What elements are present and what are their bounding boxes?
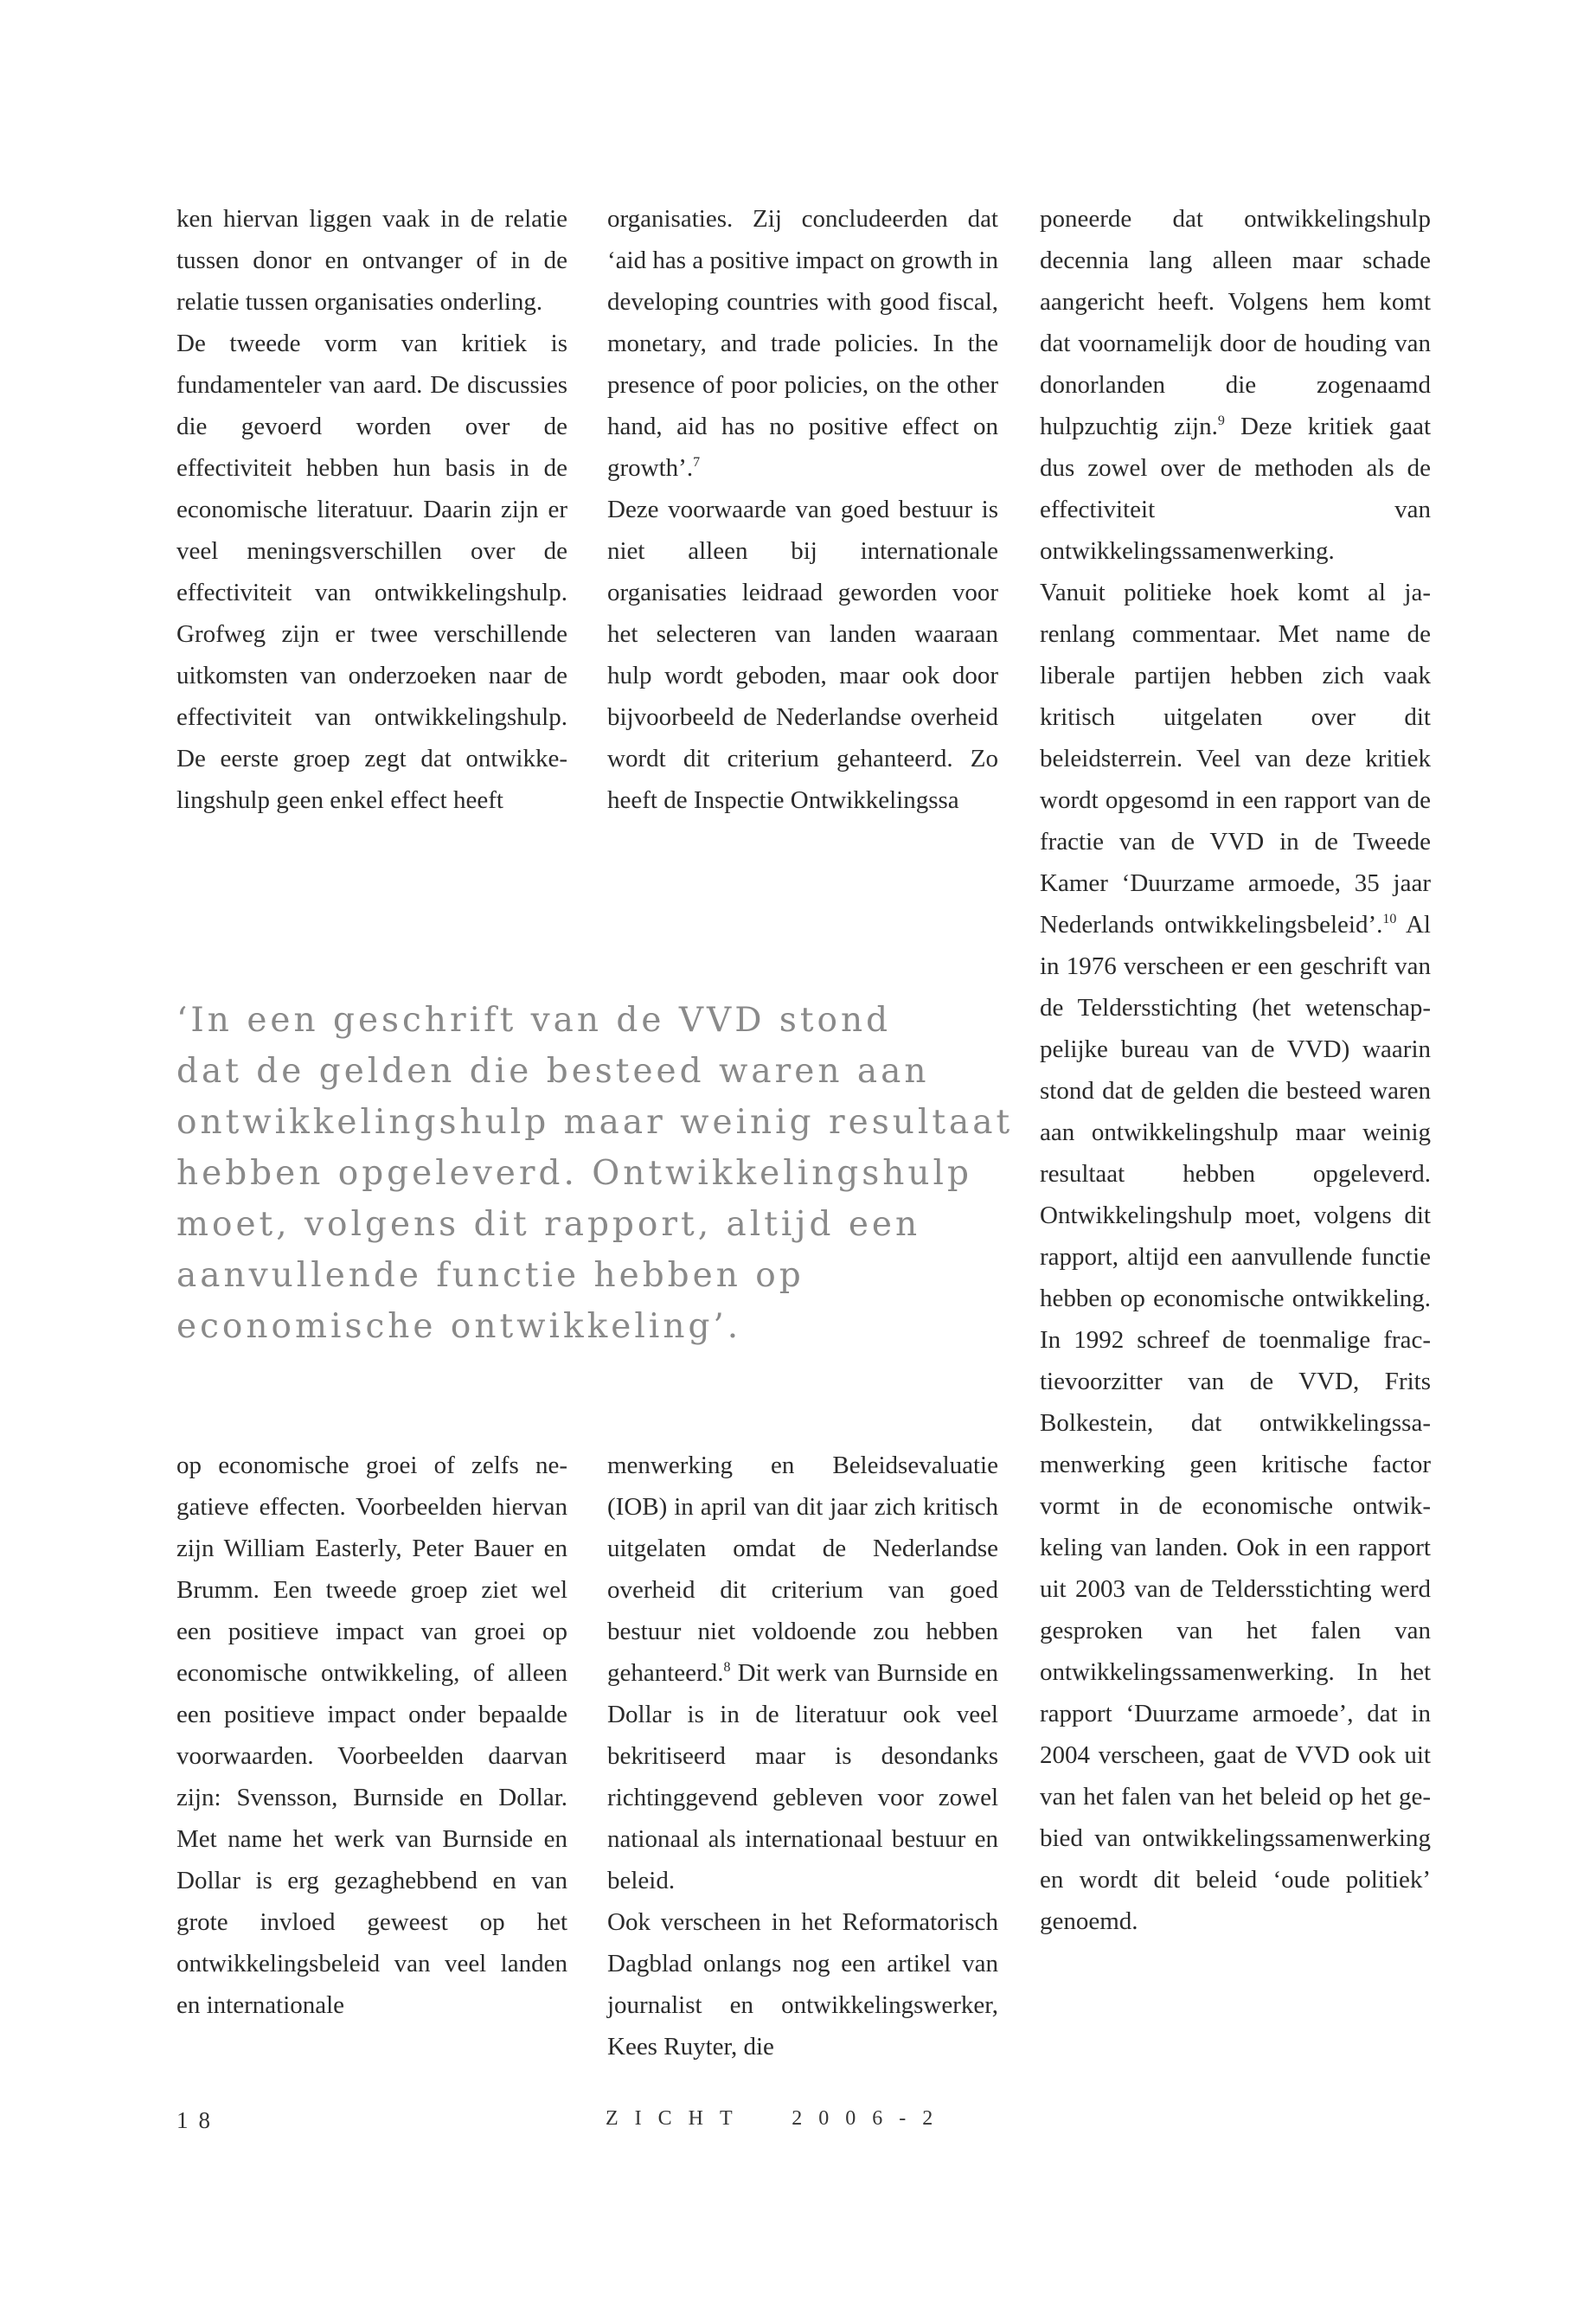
pull-quote-line: ‘In een geschrift van de VVD stond [176,1001,892,1040]
article-column-right [1040,198,1431,1942]
footnote-ref: 8 [723,1660,731,1675]
journal-issue-label: ZICHT 2006-2 [606,2107,950,2130]
footnote-ref: 7 [693,455,701,470]
article-column-top-left [176,198,567,821]
paragraph: Ook verscheen in het Reformatorisch Dagblad onlangs nog een artikel van journalist en ontwikkelingswerker, Kees Ruyter, die [607,1908,998,2061]
footnote-ref: 9 [1217,413,1225,428]
footnote-ref: 10 [1382,912,1397,926]
paragraph: Deze voorwaarde van goed bestuur is niet alleen bij internationale organisaties leidraad geworden voor het selecteren van landen waaraan hulp wordt geboden, maar ook door bijvoorbeeld de Nederlandse overheid wordt dit criterium gehanteerd. Zo heeft de Inspectie Ontwikkelingssa [607,496,998,814]
pull-quote [176,995,1014,1352]
article-column-top-middle [607,198,998,821]
paragraph [607,198,998,489]
paragraph-text: organisaties. Zij concludeerden dat ‘aid has a positive impact on growth in developing countries with good fiscal, monetary, and trade policies. In the presence of poor policies, on the other hand, aid has no positive effect on growth’. [607,205,998,482]
article-column-bottom-middle [607,1445,998,2067]
pull-quote-line: moet, volgens dit rapport, altijd een [176,1205,921,1244]
pull-quote-line: ontwikkelingshulp maar weinig resultaat [176,1103,1014,1142]
article-column-bottom-left [176,1445,567,2026]
pull-quote-line: dat de gelden die besteed waren aan [176,1052,930,1091]
paragraph [1040,198,1431,572]
pull-quote-line: hebben opgeleverd. Ontwikkelingshulp [176,1154,972,1193]
paragraph-text: poneerde dat ontwikkelingshulp decennia lang alleen maar schade aangericht heeft. Volgens hem komt dat voornamelijk door de houding van donorlanden die zogenaamd hulpzuchtig zijn. [1040,205,1431,440]
paragraph-text: Deze kritiek gaat dus zowel over de methoden als de effectiviteit van ontwikkelingssamenwerking. [1040,413,1432,565]
pull-quote-line: aanvullende functie hebben op [176,1256,804,1295]
paragraph: De tweede vorm van kritiek is fundamenteler van aard. De discussies die gevoerd worden over de effectiviteit hebben hun basis in de economische literatuur. Daarin zijn er veel meningsverschillen over de effectiviteit van ontwikkelingshulp. Grofweg zijn er twee verschillende uitkomsten van onderzoeken naar de effectiviteit van ontwikkelingshulp. De eerste groep zegt dat ontwikkelingshulp geen enkel effect heeft [176,330,567,814]
paragraph-text: menwerking en Beleidsevaluatie (IOB) in april van dit jaar zich kritisch uitgelaten omdat de Nederlandse overheid dit criterium van goed bestuur niet voldoende zou hebben gehanteerd. [607,1452,998,1687]
paragraph [607,1445,998,1901]
paragraph: ken hiervan liggen vaak in de relatie tussen donor en ontvanger of in de relatie tussen organisaties onderling. [176,205,567,316]
pull-quote-line: economische ontwikkeling’. [176,1307,742,1346]
paragraph-text: Dit werk van Burnside en Dollar is in de literatuur ook veel bekritiseerd maar is desondanks richtinggevend gebleven voor zowel nationaal als internationaal bestuur en beleid. [607,1659,998,1894]
paragraph-text: Al in 1976 verscheen er een geschrift van de Teldersstichting (het wetenschappelijke bureau van de VVD) waarin stond dat de gelden die besteed waren aan ontwikkelingshulp maar weinig resultaat hebben opgeleverd. Ontwikkelingshulp moet, volgens dit rapport, altijd een aanvullende functie hebben op economische ontwikkeling. In 1992 schreef de toenmalige fractievoorzitter van de VVD, Frits Bolkestein, dat ontwikkelingssamenwerking geen kritische factor vormt in de economische ontwikkeling van landen. Ook in een rapport uit 2003 van de Teldersstichting werd gesproken van het falen van ontwikkelingssamenwerking. In het rapport ‘Duurzame armoede’, dat in 2004 verscheen, gaat de VVD ook uit van het falen van het beleid op het gebied van ontwikkelingssamenwerking en wordt dit beleid ‘oude politiek’ genoemd. [1040,911,1431,1935]
paragraph [1040,572,1431,1942]
paragraph: op economische groei of zelfs negatieve effecten. Voorbeelden hiervan zijn William Easterly, Peter Bauer en Brumm. Een tweede groep ziet wel een positieve impact van groei op economische ontwikkeling, of alleen een positieve impact onder bepaalde voorwaarden. Voorbeelden daarvan zijn: Svensson, Burnside en Dollar. Met name het werk van Burnside en Dollar is erg gezaghebbend en van grote invloed geweest op het ontwikkelingsbeleid van veel landen en internationale [176,1452,567,2019]
paragraph-text: Vanuit politieke hoek komt al jarenlang commentaar. Met name de liberale partijen hebben zich vaak kritisch uitgelaten over dit beleidsterrein. Veel van deze kritiek wordt opgesomd in een rapport van de fractie van de VVD in de Tweede Kamer ‘Duurzame armoede, 35 jaar Nederlands ontwikkelingsbeleid’. [1040,579,1431,939]
page-number: 18 [176,2107,221,2133]
